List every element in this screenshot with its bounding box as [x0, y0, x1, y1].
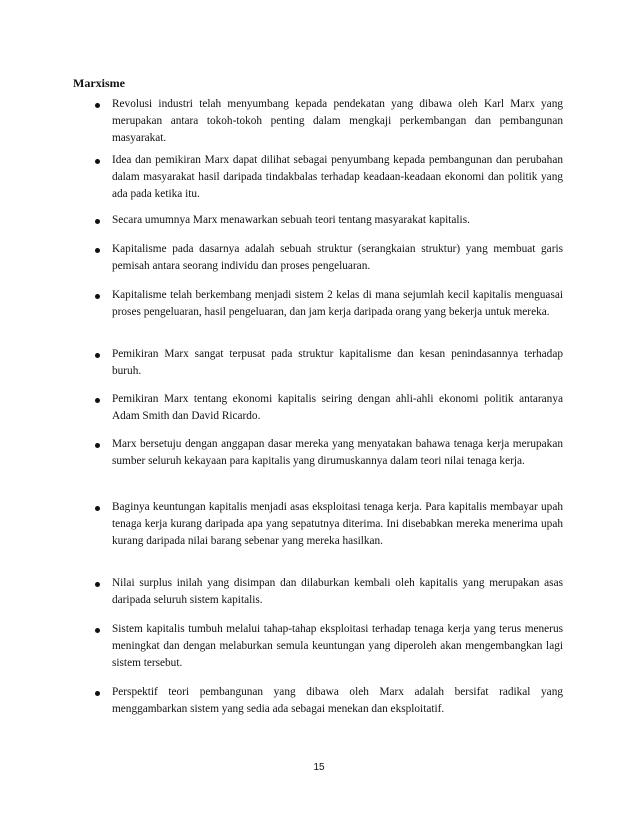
bullet-dot-icon [95, 398, 100, 403]
page-number: 15 [313, 762, 325, 773]
bullet-text: Kapitalisme pada dasarnya adalah sebuah struktur (serangkaian struktur) yang membuat garis pemisah antara seorang individu dan proses pengeluaran. [112, 243, 563, 273]
bullet-dot-icon [95, 219, 100, 224]
bullet-dot-icon [95, 248, 100, 253]
bullet-dot-icon [95, 628, 100, 633]
bullet-dot-icon [95, 582, 100, 587]
bullet-dot-icon [95, 353, 100, 358]
bullet-dot-icon [95, 506, 100, 511]
bullet-item [112, 241, 563, 275]
bullet-text: Sistem kapitalis tumbuh melalui tahap-tahap eksploitasi terhadap tenaga kerja yang terus menerus meningkat dan dengan melaburkan semula keuntungan yang diperoleh akan mengembangkan lagi sistem tersebut. [112, 623, 563, 670]
bullet-item [112, 436, 563, 470]
bullet-item [112, 96, 563, 148]
bullet-item [112, 287, 563, 321]
bullet-item [112, 391, 563, 425]
bullet-item [112, 346, 563, 380]
bullet-text: Baginya keuntungan kapitalis menjadi asas eksploitasi tenaga kerja. Para kapitalis membayar upah tenaga kerja kurang daripada apa yang sepatutnya diterima. Ini disebabkan mereka menerima upah kurang daripada nilai barang sebenar yang mereka hasilkan. [112, 501, 563, 548]
bullet-text: Idea dan pemikiran Marx dapat dilihat sebagai penyumbang kepada pembangunan dan perubahan dalam masyarakat hasil daripada tindakbalas terhadap keadaan-keadaan ekonomi dan politik yang ada pada ketika itu. [112, 154, 563, 201]
bullet-dot-icon [95, 294, 100, 299]
bullet-item [112, 212, 563, 229]
bullet-text: Marx bersetuju dengan anggapan dasar mereka yang menyatakan bahawa tenaga kerja merupakan sumber seluruh kekayaan para kapitalis yang dirumuskannya dalam teori nilai tenaga kerja. [112, 438, 563, 468]
section-title: Marxisme [73, 76, 125, 90]
bullet-dot-icon [95, 103, 100, 108]
bullet-text: Kapitalisme telah berkembang menjadi sistem 2 kelas di mana sejumlah kecil kapitalis menguasai proses pengeluaran, hasil pengeluaran, dan jam kerja daripada orang yang bekerja untuk mereka. [112, 289, 563, 319]
bullet-item [112, 499, 563, 551]
bullet-item [112, 152, 563, 204]
bullet-text: Secara umumnya Marx menawarkan sebuah teori tentang masyarakat kapitalis. [112, 214, 470, 226]
bullet-text: Pemikiran Marx sangat terpusat pada struktur kapitalisme dan kesan penindasannya terhadap buruh. [112, 348, 563, 378]
bullet-item [112, 575, 563, 609]
bullet-text: Perspektif teori pembangunan yang dibawa oleh Marx adalah bersifat radikal yang menggambarkan sistem yang sedia ada sebagai menekan dan eksploitatif. [112, 686, 563, 716]
bullet-text: Nilai surplus inilah yang disimpan dan dilaburkan kembali oleh kapitalis yang merupakan asas daripada seluruh sistem kapitalis. [112, 577, 563, 607]
bullet-item [112, 684, 563, 718]
bullet-text: Revolusi industri telah menyumbang kepada pendekatan yang dibawa oleh Karl Marx yang merupakan antara tokoh-tokoh penting dalam mengkaji perkembangan dan pembangunan masyarakat. [112, 98, 563, 145]
bullet-dot-icon [95, 443, 100, 448]
bullet-item [112, 621, 563, 673]
bullet-dot-icon [95, 691, 100, 696]
bullet-text: Pemikiran Marx tentang ekonomi kapitalis seiring dengan ahli-ahli ekonomi politik antaranya Adam Smith dan David Ricardo. [112, 393, 563, 423]
bullet-dot-icon [95, 159, 100, 164]
